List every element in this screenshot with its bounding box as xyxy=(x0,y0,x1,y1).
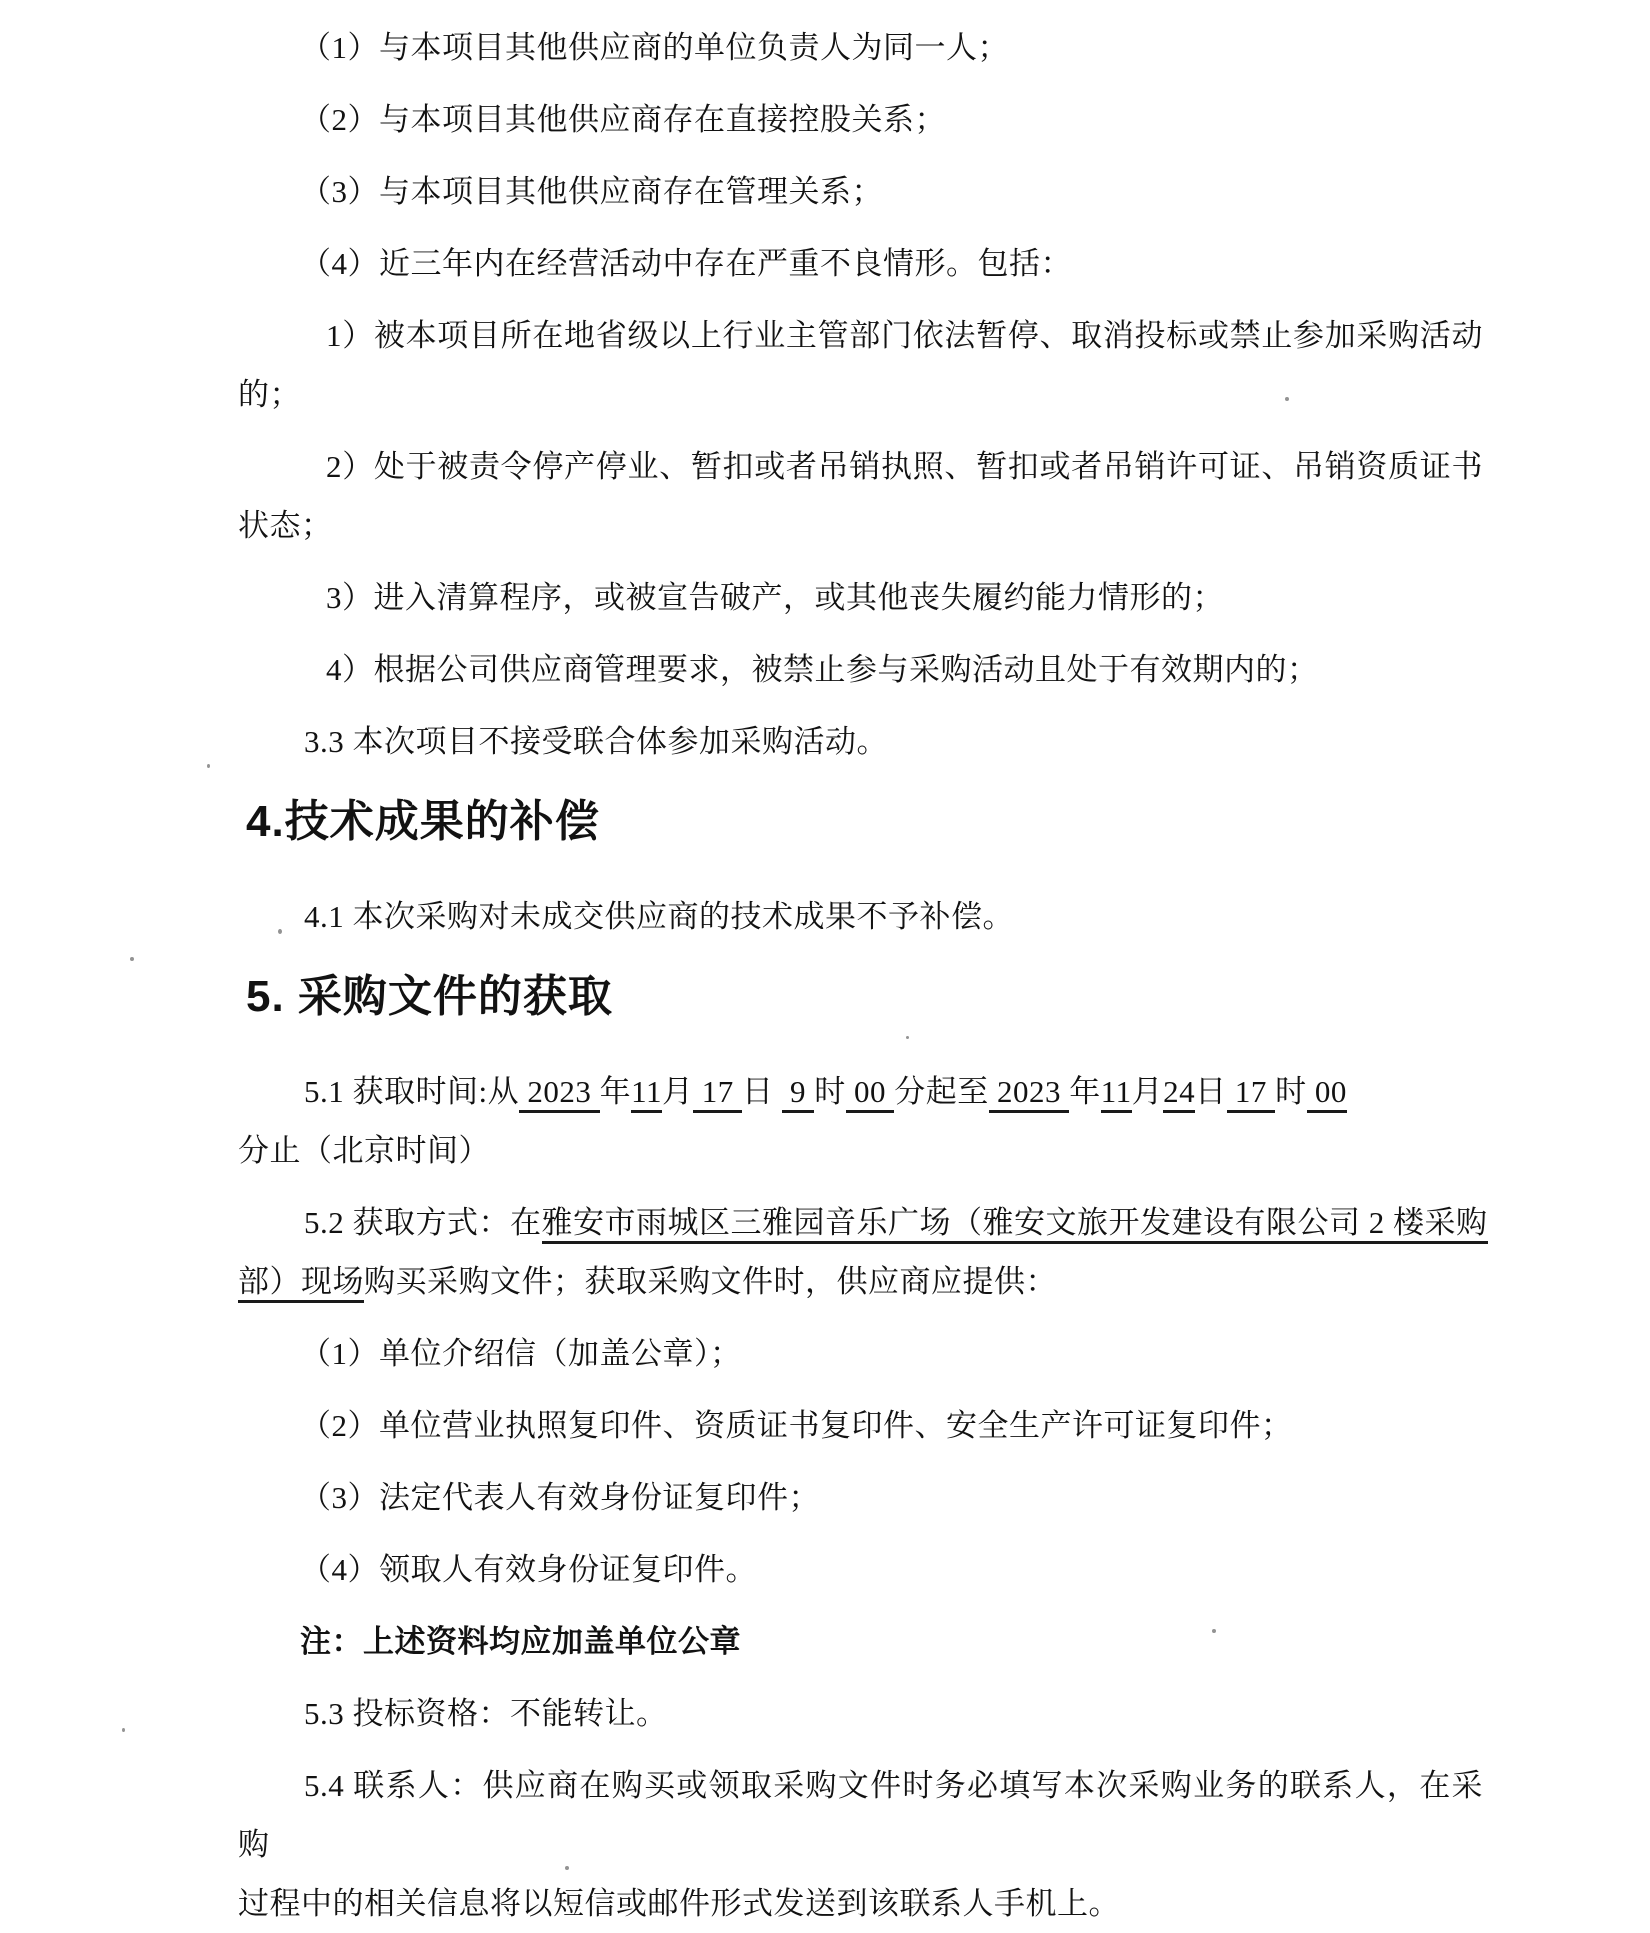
scan-speck xyxy=(207,764,210,768)
blank-underline: 24 xyxy=(1163,1074,1195,1113)
blank-underline: 11 xyxy=(1101,1074,1132,1113)
scan-speck xyxy=(906,1036,909,1039)
blank-underline: 00 xyxy=(1307,1074,1347,1113)
condition-item-2: （2）与本项目其他供应商存在直接控股关系； xyxy=(300,102,946,137)
clause-3-3: 3.3 本次项目不接受联合体参加采购活动。 xyxy=(304,724,888,759)
text-segment: 5.1 获取时间:从 xyxy=(304,1074,520,1109)
text-segment: 日 xyxy=(741,1074,774,1109)
clause-5-1 xyxy=(238,1062,1483,1180)
scan-speck xyxy=(122,1728,125,1732)
clause-4-1: 4.1 本次采购对未成交供应商的技术成果不予补偿。 xyxy=(304,899,1014,934)
text-segment: 月 xyxy=(1131,1074,1164,1109)
document-item-1: （1）单位介绍信（加盖公章）； xyxy=(300,1336,742,1371)
text-segment xyxy=(773,1074,781,1109)
scan-speck xyxy=(1285,397,1289,401)
text-segment: 月 xyxy=(661,1074,694,1109)
clause-5-2-filled-line xyxy=(238,1193,1488,1252)
paragraph-line: 过程中的相关信息将以短信或邮件形式发送到该联系人手机上。 xyxy=(238,1886,1120,1921)
paragraph-line: 状态； xyxy=(238,508,333,543)
text-segment: 分起至 xyxy=(894,1074,989,1109)
scan-speck xyxy=(130,957,134,961)
blank-underline: 雅安市雨城区三雅园音乐广场（雅安文旅开发建设有限公司 2 楼采购 xyxy=(542,1205,1488,1244)
scan-speck xyxy=(278,929,282,934)
text-segment: 时 xyxy=(814,1074,846,1109)
blank-underline: 2023 xyxy=(989,1074,1070,1113)
condition-item-3: （3）与本项目其他供应商存在管理关系； xyxy=(300,174,883,209)
blank-underline: 17 xyxy=(1227,1074,1276,1113)
stamp-note: 注：上述资料均应加盖单位公章 xyxy=(300,1624,741,1659)
scan-speck xyxy=(565,1866,569,1870)
paragraph-line: 2）处于被责令停产停业、暂扣或者吊销执照、暂扣或者吊销许可证、吊销资质证书 xyxy=(326,449,1483,484)
paragraph-line: 5.4 联系人：供应商在购买或领取采购文件时务必填写本次采购业务的联系人，在采购 xyxy=(238,1768,1483,1862)
clause-5-1-filled-line xyxy=(238,1062,1483,1121)
clause-5-2-filled-line xyxy=(238,1252,1483,1311)
text-segment: 购买采购文件；获取采购文件时，供应商应提供： xyxy=(364,1264,1057,1299)
condition-item-1: （1）与本项目其他供应商的单位负责人为同一人； xyxy=(300,30,1009,65)
blank-underline: 00 xyxy=(846,1074,895,1113)
blank-underline: 2023 xyxy=(519,1074,600,1113)
clause-5-4 xyxy=(238,1756,1483,1933)
document-item-4: （4）领取人有效身份证复印件。 xyxy=(300,1552,757,1587)
clause-5-3: 5.3 投标资格：不能转让。 xyxy=(304,1696,668,1731)
text-segment: 年 xyxy=(1069,1074,1101,1109)
blank-underline: 部）现场 xyxy=(238,1264,364,1303)
text-segment: 年 xyxy=(599,1074,632,1109)
clause-5-2 xyxy=(238,1193,1488,1311)
document-item-2: （2）单位营业执照复印件、资质证书复印件、安全生产许可证复印件； xyxy=(300,1408,1293,1443)
paragraph-line: 的； xyxy=(238,377,301,412)
blank-underline: 9 xyxy=(782,1074,815,1113)
condition-subitem-2 xyxy=(238,437,1483,555)
paragraph-line: 分止（北京时间） xyxy=(238,1133,490,1168)
section-5-heading: 5. 采购文件的获取 xyxy=(246,972,613,1021)
paragraph-line: 1）被本项目所在地省级以上行业主管部门依法暂停、取消投标或禁止参加采购活动 xyxy=(326,318,1483,353)
blank-underline: 11 xyxy=(631,1074,662,1113)
section-4-heading: 4.技术成果的补偿 xyxy=(246,797,600,846)
document-item-3: （3）法定代表人有效身份证复印件； xyxy=(300,1480,820,1515)
scan-speck xyxy=(1212,1629,1216,1633)
text-segment: 5.2 获取方式：在 xyxy=(304,1205,542,1240)
text-segment: 时 xyxy=(1275,1074,1307,1109)
blank-underline: 17 xyxy=(693,1074,742,1113)
condition-subitem-3: 3）进入清算程序，或被宣告破产，或其他丧失履约能力情形的； xyxy=(326,580,1224,615)
condition-item-4: （4）近三年内在经营活动中存在严重不良情形。包括： xyxy=(300,246,1072,281)
condition-subitem-1 xyxy=(238,306,1483,424)
condition-subitem-4: 4）根据公司供应商管理要求，被禁止参与采购活动且处于有效期内的； xyxy=(326,652,1319,687)
text-segment: 日 xyxy=(1195,1074,1227,1109)
